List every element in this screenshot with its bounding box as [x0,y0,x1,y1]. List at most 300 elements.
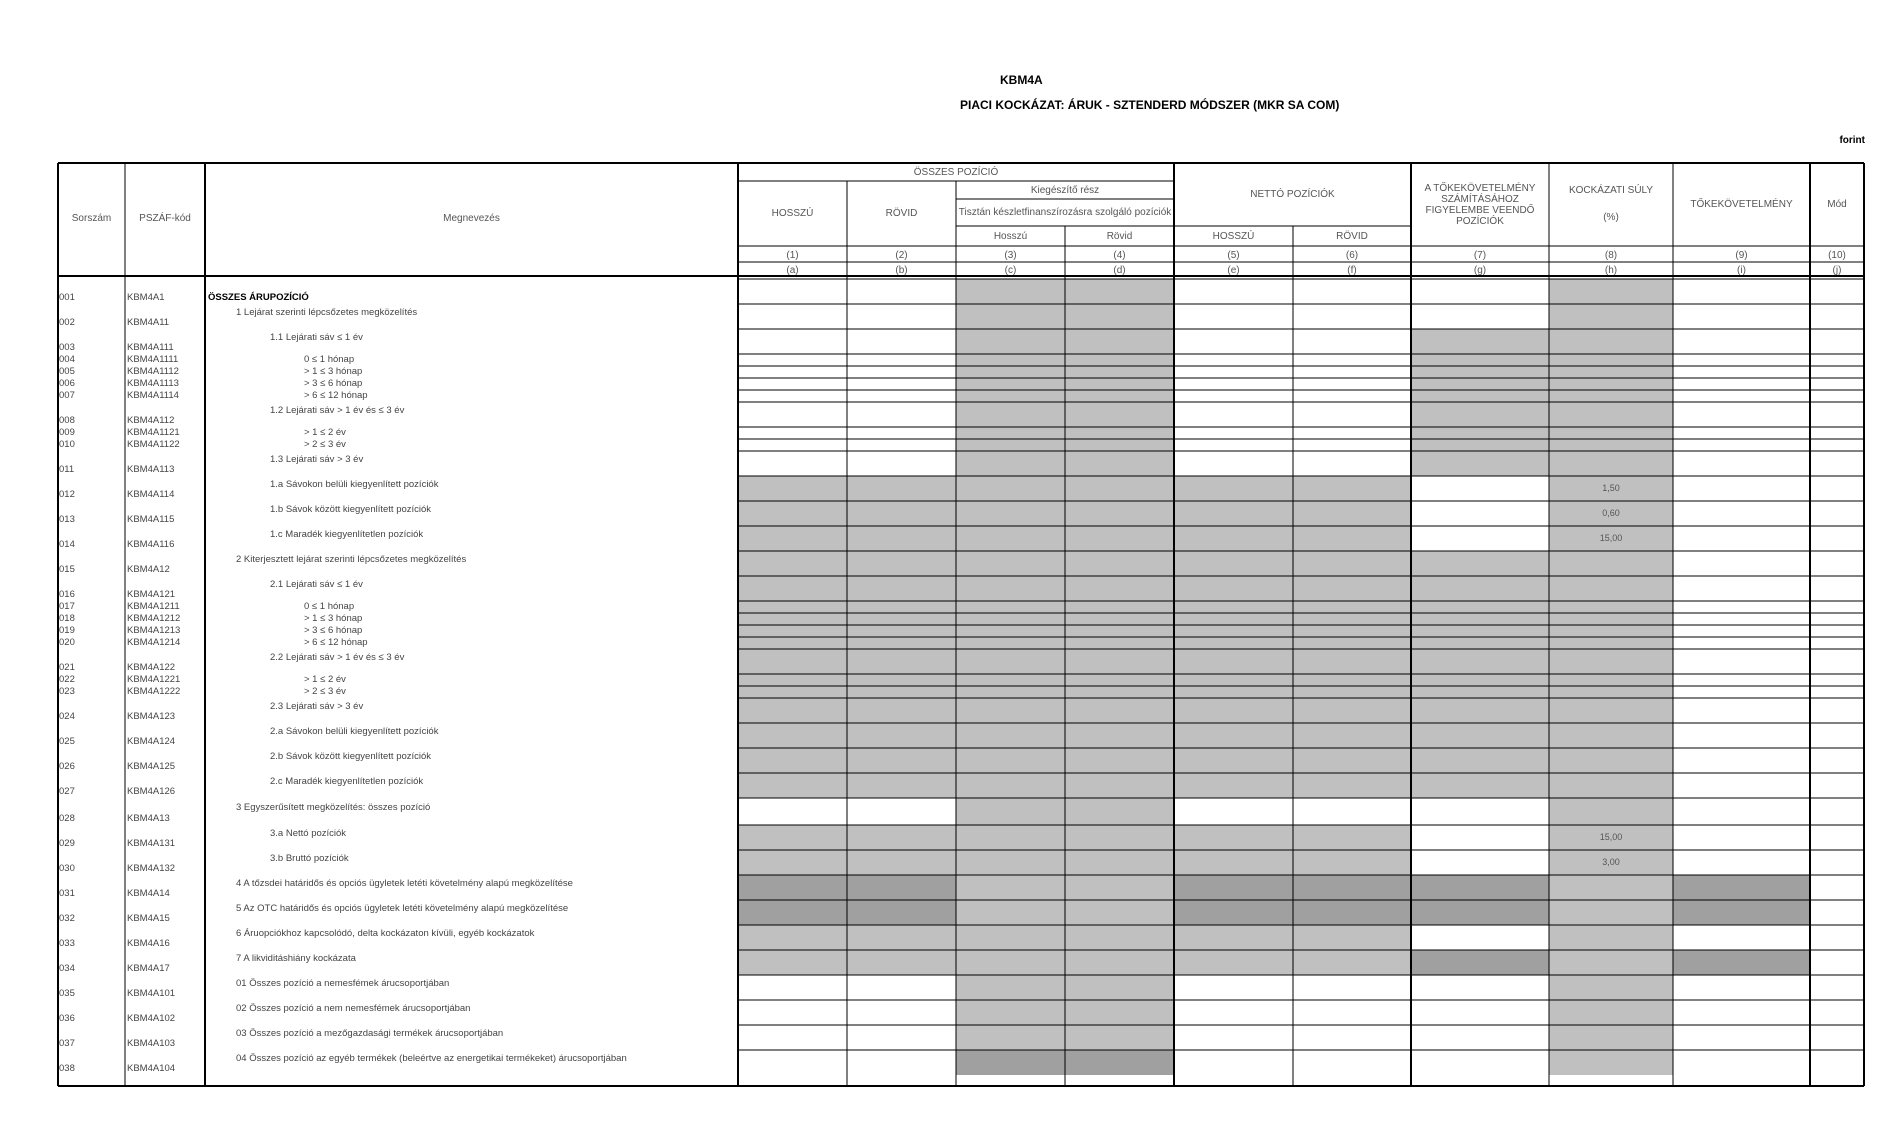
table-cell [956,526,1065,551]
table-cell[interactable] [1673,925,1810,950]
table-cell [1174,476,1293,501]
table-cell [847,526,956,551]
table-cell [1673,950,1810,975]
table-cell[interactable] [1673,975,1810,1000]
column-number: (6) [1345,249,1359,261]
table-cell[interactable] [1810,501,1864,526]
table-cell[interactable] [1810,723,1864,748]
row-label: 1.b Sávok között kiegyenlített pozíciók [270,503,432,515]
table-cell[interactable] [847,1025,956,1050]
header-kieg-rovid: Rövid [1106,230,1133,242]
table-cell[interactable] [1293,975,1411,1000]
table-cell[interactable] [1293,279,1411,304]
table-cell[interactable] [1293,402,1411,427]
table-cell [1411,601,1549,613]
table-cell[interactable] [1174,1000,1293,1025]
table-cell[interactable] [1810,366,1864,378]
table-cell [1065,390,1174,402]
table-cell[interactable] [738,1025,847,1050]
column-number: (5) [1227,249,1240,261]
table-cell [956,825,1065,850]
table-cell[interactable] [1810,439,1864,451]
table-cell[interactable] [1174,378,1293,390]
table-cell [1411,748,1549,773]
row-number: 026 [59,761,75,772]
table-cell [956,1025,1065,1050]
table-cell [1065,723,1174,748]
table-cell [1174,825,1293,850]
table-cell[interactable] [1810,378,1864,390]
table-cell [1293,551,1411,576]
table-cell[interactable] [1673,526,1810,551]
table-cell[interactable] [847,378,956,390]
table-cell[interactable] [1810,576,1864,601]
table-cell[interactable] [1810,850,1864,875]
row-code: KBM4A116 [127,539,175,550]
table-cell[interactable] [847,1050,956,1075]
table-cell[interactable] [1673,773,1810,798]
table-cell[interactable] [1673,451,1810,476]
row-code: KBM4A1 [127,292,165,303]
table-cell[interactable] [1174,975,1293,1000]
table-cell [1065,975,1174,1000]
table-cell [847,850,956,875]
table-cell [956,850,1065,875]
row-number: 028 [59,813,75,824]
header-kockazati-suly-pct: (%) [1603,212,1619,223]
table-cell[interactable] [738,366,847,378]
table-cell [1293,625,1411,637]
table-cell[interactable] [1810,637,1864,649]
table-cell[interactable] [1174,798,1293,825]
table-cell[interactable] [1673,625,1810,637]
table-cell[interactable] [1673,378,1810,390]
table-cell[interactable] [1673,1000,1810,1025]
table-cell[interactable] [847,354,956,366]
table-cell[interactable] [1810,1000,1864,1025]
header-hosszu: HOSSZÚ [771,208,814,219]
row-number: 009 [59,427,75,438]
table-cell[interactable] [1174,304,1293,329]
table-cell[interactable] [1411,975,1549,1000]
table-cell[interactable] [1810,825,1864,850]
table-cell [1293,613,1411,625]
row-label: 2.3 Lejárati sáv > 3 év [270,700,364,712]
table-cell[interactable] [1810,674,1864,686]
row-number: 022 [59,674,75,685]
table-cell[interactable] [1673,1050,1810,1075]
table-cell[interactable] [1673,1025,1810,1050]
table-cell[interactable] [1411,304,1549,329]
table-cell[interactable] [1174,366,1293,378]
table-cell[interactable] [1673,601,1810,613]
table-cell[interactable] [1293,1000,1411,1025]
table-cell[interactable] [738,304,847,329]
table-cell[interactable] [847,366,956,378]
table-cell [1549,366,1673,378]
table-cell [1293,900,1411,925]
table-cell[interactable] [738,329,847,354]
table-cell[interactable] [1673,698,1810,723]
table-cell[interactable] [1810,975,1864,1000]
table-cell[interactable] [847,390,956,402]
table-cell[interactable] [1293,451,1411,476]
table-cell[interactable] [1673,551,1810,576]
table-cell [1293,501,1411,526]
table-cell [956,637,1065,649]
table-cell[interactable] [1293,798,1411,825]
table-cell [1174,551,1293,576]
table-cell[interactable] [1293,304,1411,329]
table-cell[interactable] [1411,850,1549,875]
table-cell[interactable] [1810,279,1864,304]
row-code: KBM4A15 [127,913,170,924]
header-kockazati-suly: KOCKÁZATI SÚLY [1568,184,1654,196]
table-cell [1293,674,1411,686]
table-cell[interactable] [1174,1050,1293,1075]
table-cell[interactable] [1673,501,1810,526]
report-code: KBM4A [1000,73,1043,87]
header-tokekovetelmeny: TŐKEKÖVETELMÉNY [1690,199,1793,210]
table-cell [1673,900,1810,925]
row-number: 024 [59,711,75,722]
table-cell [1174,875,1293,900]
table-cell [738,686,847,698]
column-letter: (b) [895,264,908,276]
table-cell [1411,698,1549,723]
table-cell [1549,329,1673,354]
table-cell[interactable] [847,427,956,439]
table-cell [1549,900,1673,925]
table-cell[interactable] [1810,773,1864,798]
table-cell [738,900,847,925]
table-cell [1549,925,1673,950]
table-cell [1065,304,1174,329]
table-cell [1293,686,1411,698]
header-tisztan-keszletfinanszirozas: Tisztán készletfinanszírozásra szolgáló pozíciók [958,207,1172,218]
table-cell [1065,402,1174,427]
row-label: > 3 ≤ 6 hónap [304,625,363,636]
table-cell [956,279,1065,304]
table-cell [1065,798,1174,825]
table-cell[interactable] [1174,390,1293,402]
table-cell[interactable] [1411,526,1549,551]
table-cell[interactable] [847,975,956,1000]
table-cell [1549,1025,1673,1050]
table-cell[interactable] [1673,390,1810,402]
table-cell[interactable] [847,329,956,354]
table-cell [956,601,1065,613]
table-cell [1065,576,1174,601]
table-cell [1174,625,1293,637]
table-cell[interactable] [738,354,847,366]
table-cell[interactable] [1174,279,1293,304]
table-cell[interactable] [1673,304,1810,329]
table-cell [847,476,956,501]
table-cell[interactable] [1293,366,1411,378]
table-cell[interactable] [1174,439,1293,451]
table-cell[interactable] [1673,723,1810,748]
header-netto-rovid: RÖVID [1336,230,1368,242]
table-cell [1549,798,1673,825]
table-cell[interactable] [1174,354,1293,366]
table-cell [1065,613,1174,625]
table-cell[interactable] [1293,329,1411,354]
table-cell[interactable] [1810,1050,1864,1075]
table-cell[interactable] [1810,900,1864,925]
table-cell [1411,354,1549,366]
table-cell [847,950,956,975]
table-cell[interactable] [1293,439,1411,451]
column-number: (1) [786,249,799,261]
table-cell[interactable] [1810,526,1864,551]
table-cell[interactable] [1673,329,1810,354]
table-cell [956,674,1065,686]
table-cell[interactable] [847,439,956,451]
row-code: KBM4A124 [127,736,176,747]
table-cell[interactable] [1673,649,1810,674]
table-cell[interactable] [1293,354,1411,366]
table-cell [847,501,956,526]
table-cell [847,698,956,723]
table-cell[interactable] [1810,925,1864,950]
table-cell[interactable] [1174,427,1293,439]
column-number: (9) [1735,249,1748,261]
table-cell[interactable] [1810,625,1864,637]
report-title: PIACI KOCKÁZAT: ÁRUK - SZTENDERD MÓDSZER (MKR SA COM) [960,98,1340,112]
table-cell[interactable] [1174,329,1293,354]
table-cell[interactable] [1810,875,1864,900]
table-cell [1293,773,1411,798]
header-osszes-pozicio: ÖSSZES POZÍCIÓ [913,166,999,178]
row-code: KBM4A1214 [127,637,181,648]
table-cell[interactable] [1810,686,1864,698]
table-cell[interactable] [1411,476,1549,501]
risk-weight-value: 1,50 [1602,483,1620,493]
row-number: 011 [59,464,75,475]
table-cell [1293,723,1411,748]
table-cell[interactable] [738,427,847,439]
table-cell[interactable] [1810,1025,1864,1050]
table-cell[interactable] [738,798,847,825]
row-code: KBM4A102 [127,1013,176,1024]
row-code: KBM4A1122 [127,439,180,450]
row-label: 2 Kiterjesztett lejárat szerinti lépcsőzetes megközelítés [236,553,467,565]
table-cell[interactable] [738,279,847,304]
table-cell [1065,686,1174,698]
table-cell[interactable] [1411,501,1549,526]
table-cell[interactable] [738,378,847,390]
row-label: 0 ≤ 1 hónap [304,354,355,365]
table-cell[interactable] [1810,427,1864,439]
table-cell[interactable] [738,402,847,427]
table-cell[interactable] [1810,329,1864,354]
table-cell [738,501,847,526]
table-cell [1174,686,1293,698]
table-cell [956,649,1065,674]
table-cell[interactable] [847,279,956,304]
row-number: 012 [59,489,75,500]
table-cell[interactable] [1673,748,1810,773]
table-cell[interactable] [738,1000,847,1025]
table-cell [956,950,1065,975]
table-cell[interactable] [1673,366,1810,378]
table-cell[interactable] [1810,613,1864,625]
table-cell [956,378,1065,390]
table-cell[interactable] [847,304,956,329]
row-code: KBM4A104 [127,1063,176,1074]
column-letter: (d) [1113,264,1126,276]
table-cell [1411,366,1549,378]
table-cell [1411,773,1549,798]
table-cell [738,875,847,900]
table-cell [1174,723,1293,748]
table-cell[interactable] [1293,1050,1411,1075]
table-cell [1293,601,1411,613]
table-cell[interactable] [1673,613,1810,625]
table-cell[interactable] [1673,576,1810,601]
table-cell[interactable] [1411,279,1549,304]
table-cell[interactable] [847,402,956,427]
table-cell [956,773,1065,798]
table-cell[interactable] [1293,427,1411,439]
table-cell[interactable] [1810,476,1864,501]
table-cell [956,402,1065,427]
table-cell [956,439,1065,451]
table-cell [1174,698,1293,723]
table-cell[interactable] [1810,551,1864,576]
table-cell[interactable] [1411,925,1549,950]
row-code: KBM4A101 [127,988,176,999]
row-code: KBM4A126 [127,786,176,797]
table-cell[interactable] [1810,601,1864,613]
table-cell [738,748,847,773]
row-number: 021 [59,662,75,673]
table-cell[interactable] [1411,798,1549,825]
table-cell[interactable] [847,798,956,825]
table-cell [956,925,1065,950]
table-cell [956,875,1065,900]
table-cell [956,1050,1065,1075]
table-cell [847,748,956,773]
table-cell[interactable] [1174,1025,1293,1050]
row-number: 013 [59,514,75,525]
row-number: 031 [59,888,75,899]
table-cell[interactable] [738,390,847,402]
table-cell[interactable] [1673,637,1810,649]
table-cell[interactable] [1810,402,1864,427]
table-cell[interactable] [1411,1050,1549,1075]
table-cell[interactable] [738,451,847,476]
table-cell [738,637,847,649]
row-label: > 2 ≤ 3 év [304,439,346,450]
table-cell[interactable] [1810,748,1864,773]
table-cell [738,825,847,850]
row-number: 005 [59,366,75,377]
table-cell [956,975,1065,1000]
row-code: KBM4A1114 [127,390,179,401]
table-cell[interactable] [847,451,956,476]
table-cell[interactable] [738,975,847,1000]
table-cell[interactable] [1810,304,1864,329]
table-cell [1549,975,1673,1000]
row-code: KBM4A1213 [127,625,181,636]
table-cell [847,925,956,950]
table-cell[interactable] [847,1000,956,1025]
table-cell[interactable] [1174,451,1293,476]
table-cell [1411,686,1549,698]
table-cell[interactable] [738,439,847,451]
table-cell[interactable] [1673,439,1810,451]
table-cell[interactable] [1673,427,1810,439]
table-cell [1549,723,1673,748]
table-cell [1174,925,1293,950]
row-code: KBM4A11 [127,317,170,328]
table-cell [1065,427,1174,439]
table-cell [1549,1050,1673,1075]
table-cell [1065,825,1174,850]
table-cell [1549,625,1673,637]
table-cell [1549,601,1673,613]
table-cell[interactable] [1810,451,1864,476]
table-cell[interactable] [1673,354,1810,366]
table-cell[interactable] [1293,1025,1411,1050]
table-cell[interactable] [1673,279,1810,304]
table-cell [1065,329,1174,354]
column-number: (7) [1473,249,1487,261]
table-cell [1549,674,1673,686]
table-cell[interactable] [738,1050,847,1075]
table-cell [1549,773,1673,798]
row-number: 036 [59,1013,75,1024]
column-letter: (h) [1604,264,1618,276]
table-cell[interactable] [1810,354,1864,366]
table-cell[interactable] [1810,950,1864,975]
table-cell[interactable] [1673,850,1810,875]
table-cell[interactable] [1673,686,1810,698]
table-cell[interactable] [1174,402,1293,427]
table-cell[interactable] [1411,1025,1549,1050]
table-cell[interactable] [1411,825,1549,850]
risk-weight-value: 0,60 [1602,508,1620,518]
row-number: 001 [59,292,75,303]
table-cell[interactable] [1293,390,1411,402]
table-cell[interactable] [1810,798,1864,825]
table-cell [956,900,1065,925]
table-cell[interactable] [1810,649,1864,674]
table-cell [847,825,956,850]
row-number: 038 [59,1063,75,1074]
table-cell[interactable] [1411,1000,1549,1025]
row-label: 0 ≤ 1 hónap [304,601,355,612]
table-cell [1293,576,1411,601]
table-cell[interactable] [1673,674,1810,686]
table-cell [1549,390,1673,402]
row-number: 032 [59,913,75,924]
table-cell[interactable] [1673,402,1810,427]
table-cell [847,900,956,925]
table-cell [1411,625,1549,637]
table-cell [738,950,847,975]
table-cell[interactable] [1673,825,1810,850]
table-cell[interactable] [1810,698,1864,723]
table-cell[interactable] [1293,378,1411,390]
row-label: 02 Összes pozíció a nem nemesfémek árucsoportjában [236,1002,471,1014]
table-cell[interactable] [1673,798,1810,825]
table-cell[interactable] [1673,476,1810,501]
column-letter: (e) [1227,264,1240,276]
table-cell[interactable] [1810,390,1864,402]
